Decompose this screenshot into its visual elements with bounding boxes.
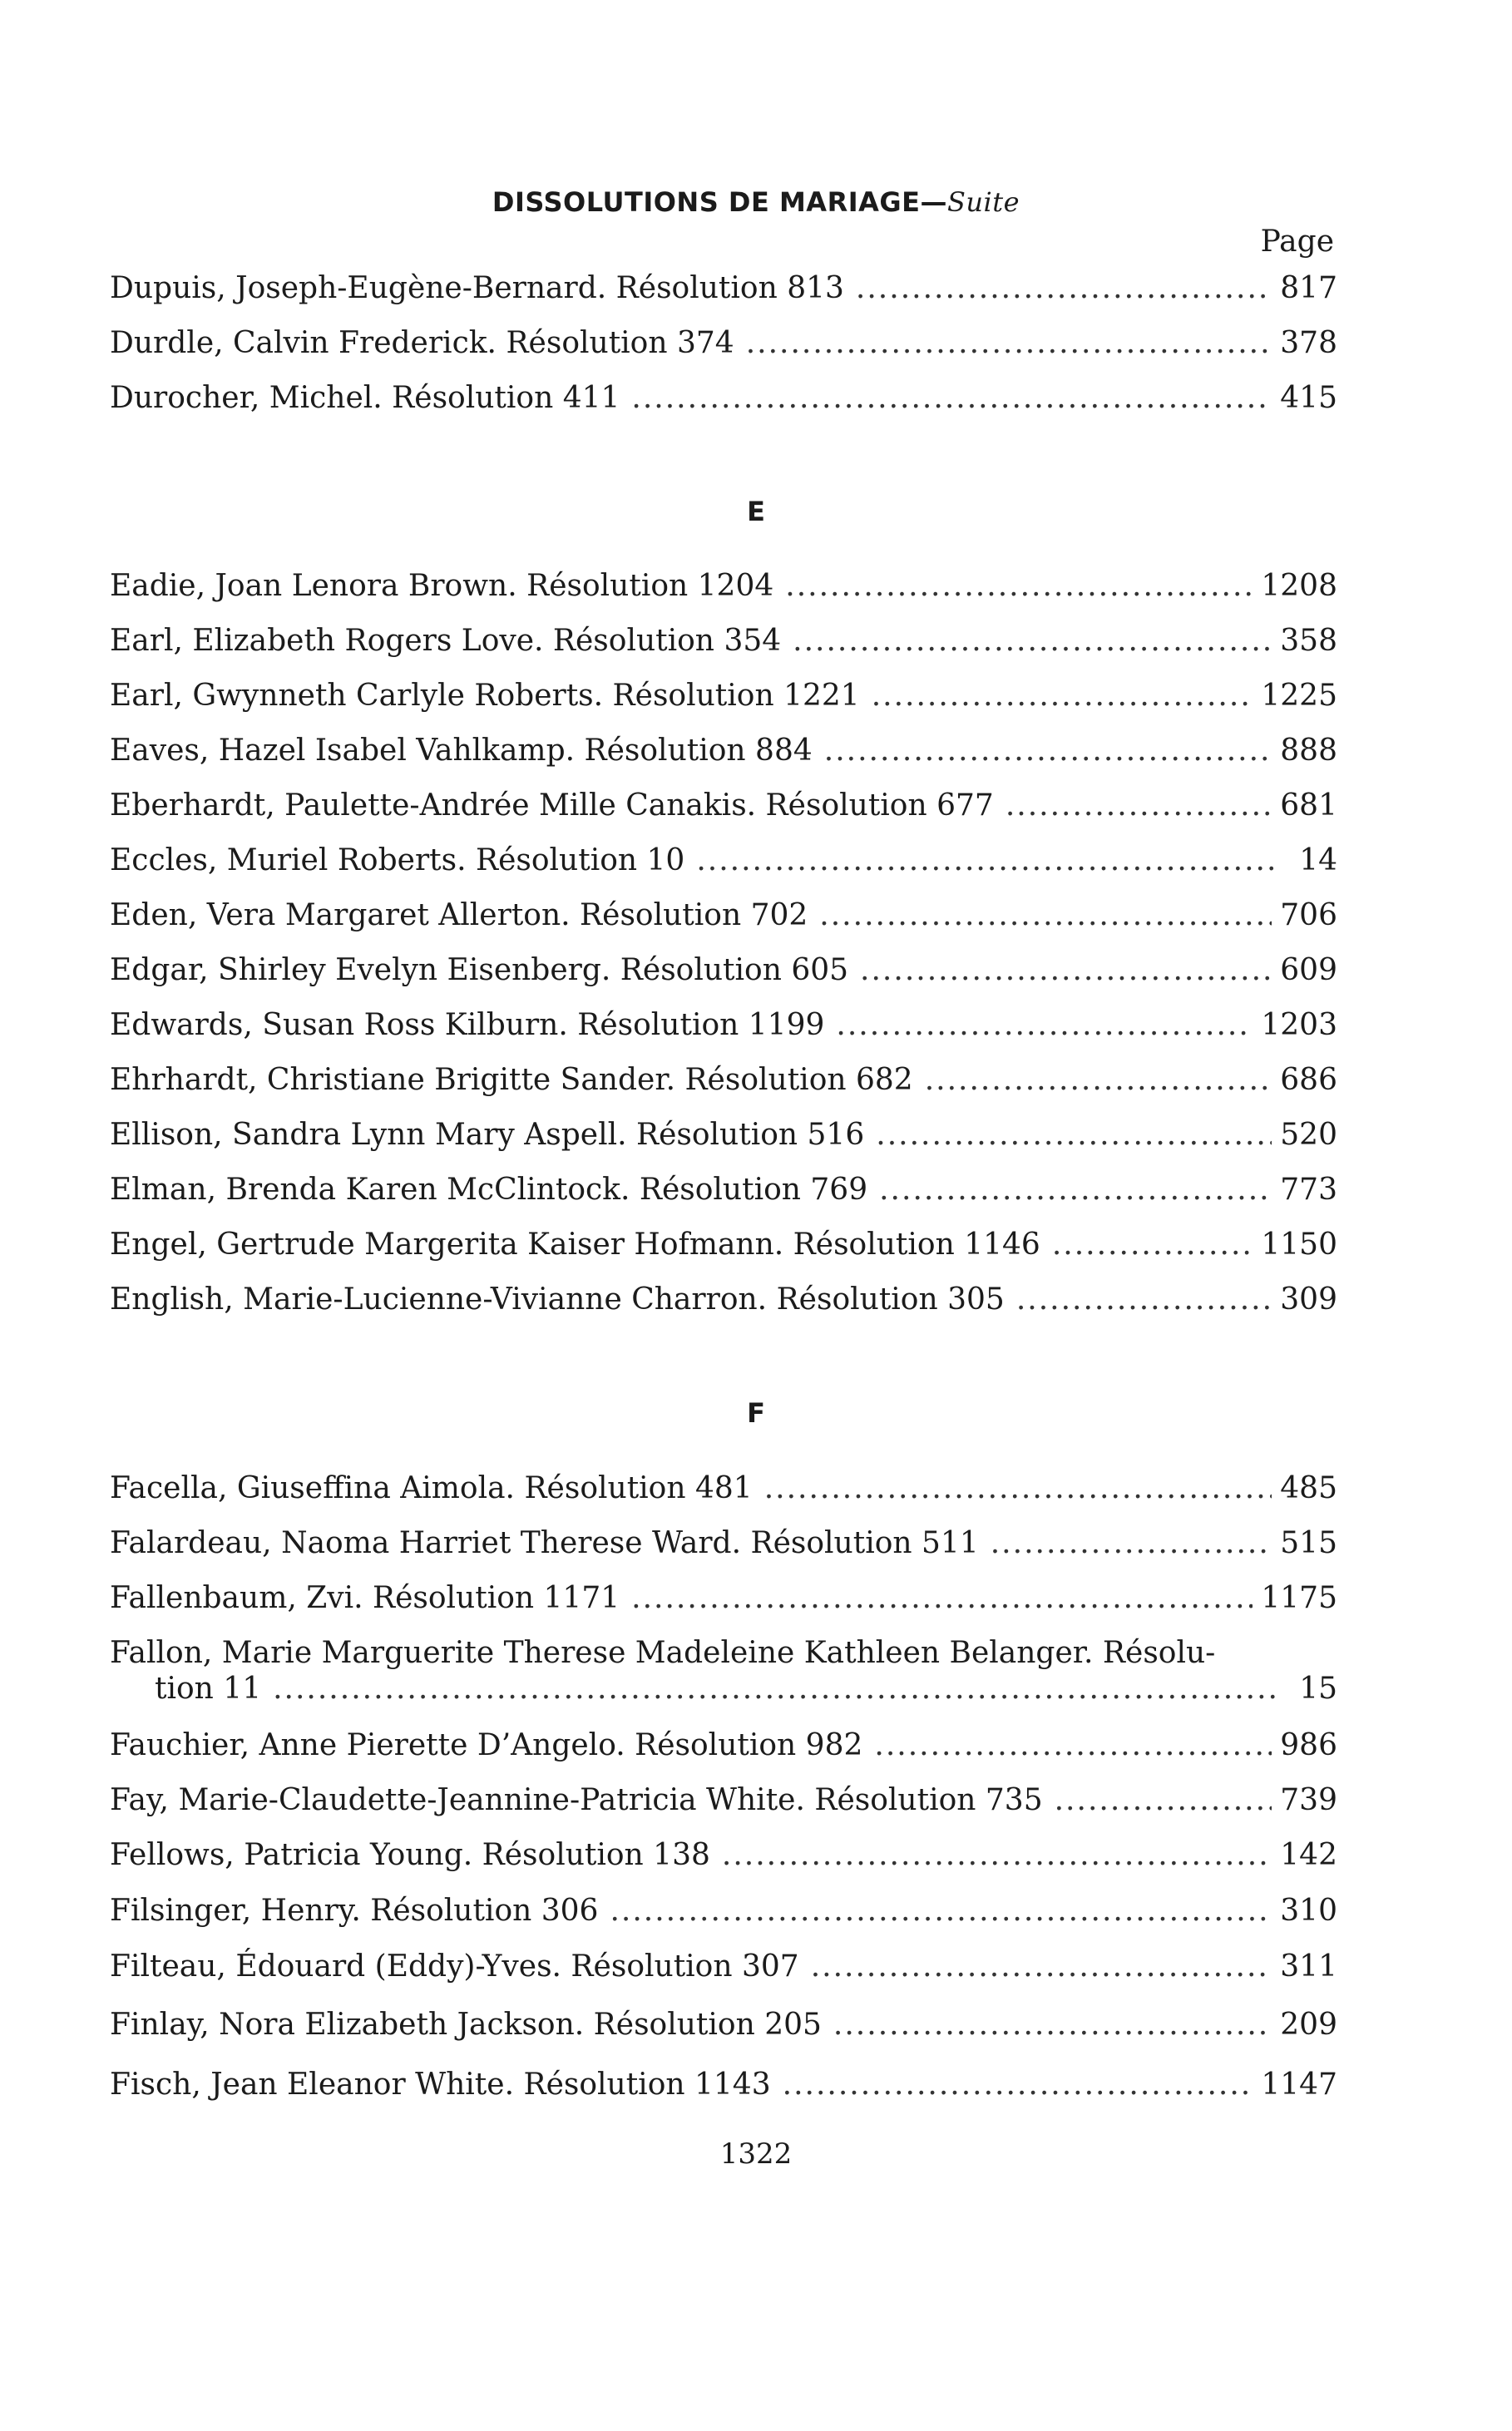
entry-page: 310	[1280, 1894, 1337, 1928]
leader-dots	[1016, 1279, 1272, 1321]
leader-dots	[696, 840, 1279, 882]
leader-dots	[819, 895, 1272, 936]
entry-text: Facella, Giuseffina Aimola. Résolution 481	[110, 1471, 753, 1505]
entry-text: Eden, Vera Margaret Allerton. Résolution 702	[110, 898, 808, 932]
entry-text: Finlay, Nora Elizabeth Jackson. Résolution 205	[110, 2008, 822, 2042]
entry-page: 15	[1299, 1672, 1337, 1706]
entry-text: Ehrhardt, Christiane Brigitte Sander. Résolution 682	[110, 1063, 913, 1097]
entry-page: 739	[1280, 1783, 1337, 1817]
index-entry	[110, 675, 1337, 717]
entry-page: 209	[1280, 2008, 1337, 2042]
leader-dots	[824, 730, 1272, 772]
leader-dots	[610, 1890, 1272, 1932]
entry-page: 773	[1280, 1173, 1337, 1207]
index-entry	[110, 1578, 1337, 1619]
entry-text: Fisch, Jean Eleanor White. Résolution 1143	[110, 2068, 771, 2102]
index-entry	[110, 1890, 1337, 1932]
section-letter-e: E	[747, 496, 765, 527]
index-entry	[110, 2064, 1337, 2106]
index-entry	[110, 566, 1337, 607]
leader-dots	[876, 1114, 1272, 1156]
leader-dots	[783, 2064, 1253, 2106]
leader-dots	[1006, 785, 1272, 827]
entry-text: Filsinger, Henry. Résolution 306	[110, 1894, 599, 1928]
section-letter-f: F	[747, 1397, 765, 1429]
entry-text: English, Marie-Lucienne-Vivianne Charron. Résolution 305	[110, 1282, 1005, 1317]
entry-text: Durocher, Michel. Résolution 411	[110, 381, 620, 415]
entry-text: Edwards, Susan Ross Kilburn. Résolution 1199	[110, 1008, 825, 1042]
entry-page: 1203	[1261, 1008, 1337, 1042]
leader-dots	[631, 378, 1272, 419]
entry-text: Falardeau, Naoma Harriet Therese Ward. Résolution 511	[110, 1526, 979, 1560]
entry-page: 706	[1280, 898, 1337, 932]
entry-page: 681	[1280, 788, 1337, 823]
leader-dots	[860, 950, 1272, 991]
index-entry	[110, 620, 1337, 662]
index-entry	[110, 1279, 1337, 1321]
leader-dots	[856, 268, 1272, 309]
entry-text: Eadie, Joan Lenora Brown. Résolution 1204	[110, 569, 774, 603]
index-entry	[110, 378, 1337, 419]
leader-dots	[872, 675, 1253, 717]
entry-page: 358	[1280, 624, 1337, 658]
entry-page: 686	[1280, 1063, 1337, 1097]
index-entry	[110, 268, 1337, 309]
index-entry	[110, 1835, 1337, 1876]
entry-text: tion 11	[155, 1672, 262, 1706]
leader-dots	[1052, 1224, 1253, 1266]
entry-text: Engel, Gertrude Margerita Kaiser Hofmann. Résolution 1146	[110, 1228, 1040, 1262]
entry-text: Eccles, Muriel Roberts. Résolution 10	[110, 843, 685, 877]
entry-page: 888	[1280, 734, 1337, 768]
leader-dots	[764, 1468, 1272, 1509]
index-entry	[110, 895, 1337, 936]
entry-page: 817	[1280, 271, 1337, 305]
index-entry	[110, 2004, 1337, 2046]
leader-dots	[746, 323, 1272, 364]
index-entry	[110, 730, 1337, 772]
entry-page: 1150	[1261, 1228, 1337, 1262]
entry-text: Dupuis, Joseph-Eugène-Bernard. Résolution 813	[110, 271, 844, 305]
index-entry	[110, 950, 1337, 991]
page-number: 1322	[719, 2137, 793, 2171]
leader-dots	[833, 2004, 1272, 2046]
entry-page: 609	[1280, 953, 1337, 987]
entry-page: 485	[1280, 1471, 1337, 1505]
entry-text: Fallenbaum, Zvi. Résolution 1171	[110, 1581, 620, 1615]
leader-dots	[991, 1523, 1272, 1564]
index-entry	[110, 1114, 1337, 1156]
leader-dots	[793, 620, 1272, 662]
index-entry	[110, 1005, 1337, 1046]
entry-text: Eaves, Hazel Isabel Vahlkamp. Résolution 884	[110, 734, 813, 768]
page-column-header: Page	[1260, 225, 1334, 259]
entry-text: Elman, Brenda Karen McClintock. Résolution 769	[110, 1173, 868, 1207]
leader-dots	[925, 1060, 1272, 1101]
title-suffix: Suite	[947, 186, 1020, 218]
index-entry	[110, 1060, 1337, 1101]
entry-text: Durdle, Calvin Frederick. Résolution 374	[110, 326, 734, 360]
entry-text: Eberhardt, Paulette-Andrée Mille Canakis. Résolution 677	[110, 788, 994, 823]
title-main: DISSOLUTIONS DE MARIAGE—	[492, 186, 947, 218]
leader-dots	[1055, 1780, 1272, 1821]
index-entry	[110, 840, 1337, 882]
leader-dots	[273, 1668, 1279, 1710]
entry-text: Fauchier, Anne Pierette D’Angelo. Résolution 982	[110, 1728, 863, 1762]
leader-dots	[879, 1169, 1272, 1211]
leader-dots	[631, 1578, 1253, 1619]
entry-page: 1147	[1261, 2068, 1337, 2102]
index-entry	[110, 1224, 1337, 1266]
index-entry	[110, 1946, 1337, 1988]
index-entry	[110, 1468, 1337, 1509]
leader-dots	[722, 1835, 1272, 1876]
index-entry-continuation	[110, 1668, 1337, 1710]
leader-dots	[836, 1005, 1253, 1046]
page-title	[0, 186, 1512, 218]
entry-text: Filteau, Édouard (Eddy)-Yves. Résolution 307	[110, 1949, 799, 1984]
entry-page: 520	[1280, 1118, 1337, 1152]
entry-page: 1208	[1261, 569, 1337, 603]
leader-dots	[785, 566, 1253, 607]
entry-page: 14	[1299, 843, 1337, 877]
index-entry	[110, 1725, 1337, 1766]
entry-page: 311	[1280, 1949, 1337, 1984]
entry-page: 415	[1280, 381, 1337, 415]
entry-page: 309	[1280, 1282, 1337, 1317]
entry-page: 1175	[1261, 1581, 1337, 1615]
leader-dots	[811, 1946, 1272, 1988]
index-entry	[110, 1780, 1337, 1821]
entry-text: Fellows, Patricia Young. Résolution 138	[110, 1838, 710, 1872]
index-entry	[110, 1169, 1337, 1211]
index-entry	[110, 785, 1337, 827]
entry-text: Fallon, Marie Marguerite Therese Madeleine Kathleen Belanger. Résolu-	[110, 1636, 1216, 1670]
entry-text: Fay, Marie-Claudette-Jeannine-Patricia White. Résolution 735	[110, 1783, 1043, 1817]
entry-text: Earl, Gwynneth Carlyle Roberts. Résolution 1221	[110, 679, 860, 713]
index-entry	[110, 323, 1337, 364]
entry-page: 378	[1280, 326, 1337, 360]
entry-text: Ellison, Sandra Lynn Mary Aspell. Résolution 516	[110, 1118, 865, 1152]
leader-dots	[874, 1725, 1272, 1766]
entry-page: 986	[1280, 1728, 1337, 1762]
entry-page: 1225	[1261, 679, 1337, 713]
entry-page: 515	[1280, 1526, 1337, 1560]
entry-text: Edgar, Shirley Evelyn Eisenberg. Résolution 605	[110, 953, 849, 987]
entry-text: Earl, Elizabeth Rogers Love. Résolution 354	[110, 624, 782, 658]
entry-page: 142	[1280, 1838, 1337, 1872]
index-entry	[110, 1523, 1337, 1564]
